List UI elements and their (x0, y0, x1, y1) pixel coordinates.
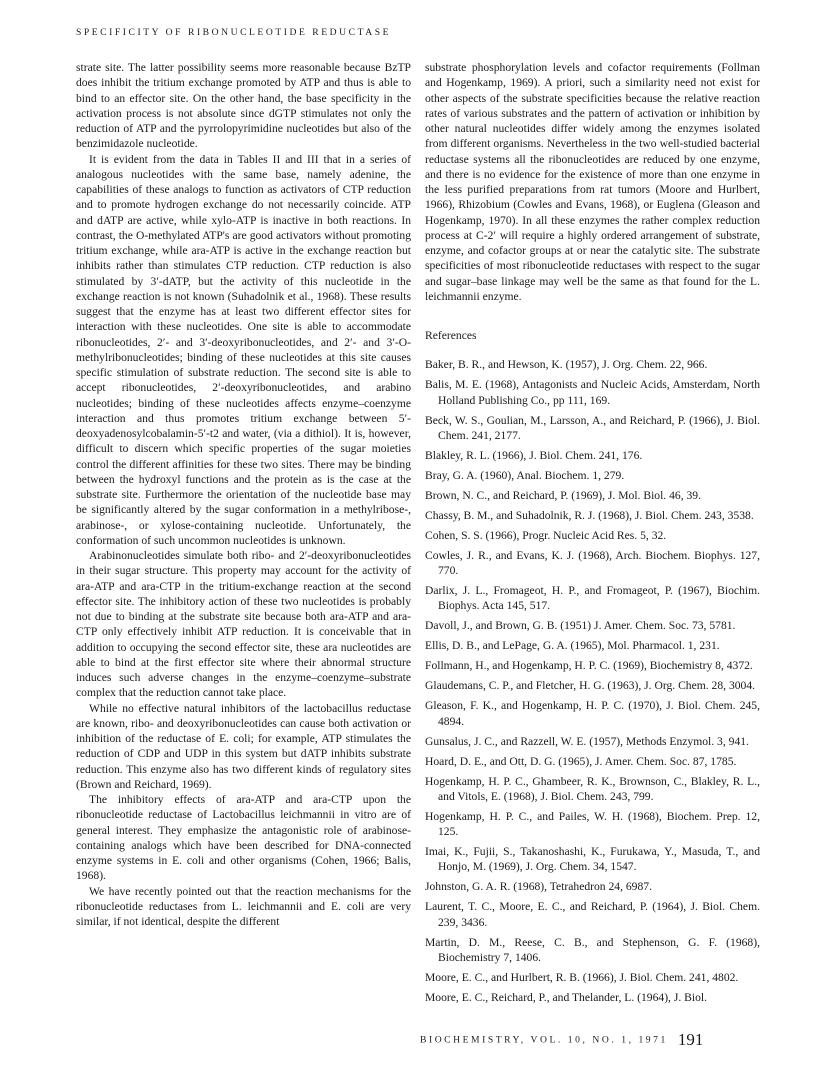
reference-item: Glaudemans, C. P., and Fletcher, H. G. (1963), J. Org. Chem. 28, 3004. (425, 679, 756, 693)
paragraph: strate site. The latter possibility seems more reasonable because BzTP does inhibit the tritium exchange promoted by ATP and thus is able to bind to an effector site. On the other hand, the base specificity in the activation process is not absolute since dGTP stimulates not only the reduction of ATP and the pyrrolopyrimidine nucleotides but also of the benzimidazole nucleotide. (76, 61, 411, 151)
reference-item: Martin, D. M., Reese, C. B., and Stephenson, G. F. (1968), Biochemistry 7, 1406. (425, 935, 760, 964)
reference-item: Davoll, J., and Brown, G. B. (1951) J. Amer. Chem. Soc. 73, 5781. (425, 619, 736, 633)
reference-item: Baker, B. R., and Hewson, K. (1957), J. Org. Chem. 22, 966. (425, 358, 708, 372)
reference-item: Gleason, F. K., and Hogenkamp, H. P. C. (1970), J. Biol. Chem. 245, 4894. (425, 699, 760, 728)
left-column (76, 60, 411, 929)
reference-item: Cohen, S. S. (1966), Progr. Nucleic Acid Res. 5, 32. (425, 528, 667, 542)
reference-item: Gunsalus, J. C., and Razzell, W. E. (1957), Methods Enzymol. 3, 941. (425, 734, 749, 748)
paragraph: Arabinonucleotides simulate both ribo- and 2′-deoxyribonucleotides in their sugar structure. This property may account for the activity of ara-ATP and ara-CTP in the tritium-exchange reaction at the second effector site. The inhibitory action of these two nucleotides is probably not due to binding at the substrate site because both ara-ATP and ara-CTP only effectively inhibit ATP reduction. It is conceivable that in addition to occupying the second effector site, these ara nucleotides are able to bind at the first effector site where their abnormal structure induces such adverse changes in the enzyme–coenzyme–substrate complex that the reduction cannot take place. (76, 549, 411, 700)
page-number: 191 (677, 1030, 704, 1049)
reference-item: Chassy, B. M., and Suhadolnik, R. J. (1968), J. Biol. Chem. 243, 3538. (425, 508, 754, 522)
reference-item: Brown, N. C., and Reichard, P. (1969), J. Mol. Biol. 46, 39. (425, 488, 701, 502)
reference-item: Blakley, R. L. (1966), J. Biol. Chem. 241, 176. (425, 448, 643, 462)
reference-item: Bray, G. A. (1960), Anal. Biochem. 1, 279. (425, 468, 625, 482)
reference-item: Beck, W. S., Goulian, M., Larsson, A., and Reichard, P. (1966), J. Biol. Chem. 241, 2177. (425, 413, 760, 442)
paragraph: We have recently pointed out that the reaction mechanisms for the ribonucleotide reductases from L. leichmannii and E. coli are very similar, if not identical, despite the different (76, 884, 411, 928)
reference-item: Cowles, J. R., and Evans, K. J. (1968), Arch. Biochem. Biophys. 127, 770. (425, 548, 760, 577)
reference-item: Hoard, D. E., and Ott, D. G. (1965), J. Amer. Chem. Soc. 87, 1785. (425, 754, 737, 768)
reference-item: Johnston, G. A. R. (1968), Tetrahedron 24, 6987. (425, 880, 652, 894)
running-head: SPECIFICITY OF RIBONUCLEOTIDE REDUCTASE (76, 27, 391, 38)
paragraph: It is evident from the data in Tables II and III that in a series of analogous nucleotides with the same base, namely adenine, the capabilities of these analogs to function as activators of CTP reduction and to promote hydrogen exchange do not necessarily coincide. ATP and dATP are active, while xylo-ATP is inactive in both reactions. In contrast, the O-methylated ATP's are good activators without promoting tritium exchange, while ara-ATP is active in the exchange reaction but inhibits rather than stimulates CTP reduction. CTP reduction is also stimulated by 3′-dATP, but the activity of this nucleotide in the exchange reaction is not known (Suhadolnik et al., 1968). These results suggest that the enzyme has at least two different effector sites for interaction with these nucleotides. One site is able to accommodate ribonucleotides, 2′- and 3′-deoxyribonucleotides, and 2′- and 3′-O-methylribonucleotides; binding of these nucleotides at this site causes specific stimulation of substrate reduction. The second site is able to accept ribonucleotides, 2′-deoxyribonucleotides, and arabino nucleotides; binding of these nucleotides affects enzyme–coenzyme interaction and thus promotes tritium exchange between 5′-deoxyadenosylcobalamin-5′-t2 and water, (via a dithiol). It is, however, difficult to discern which specific properties of the sugar moieties control the different affinities for these two sites. There may be binding between the hydroxyl functions and the protein as is the case at the substrate site. Furthermore the orientation of the nucleotide base may be significantly altered by the sugar conformation in a methylribose-, arabinose-, or xylose-containing nucleotide. Unfortunately, the conformation of such uncommon nucleotides is unknown. (76, 152, 411, 547)
reference-list (425, 357, 760, 1005)
reference-item: Moore, E. C., Reichard, P., and Thelander, L. (1964), J. Biol. (425, 990, 708, 1004)
reference-item: Balis, M. E. (1968), Antagonists and Nucleic Acids, Amsterdam, North Holland Publishing Co., pp 111, 169. (425, 378, 760, 407)
paragraph: The inhibitory effects of ara-ATP and ara-CTP upon the ribonucleotide reductase of Lactobacillus leichmannii in vitro are of general interest. They emphasize the antagonistic role of arabinose-containing analogs which have been described for DNA-connected enzyme systems in E. coli and other organisms (Cohen, 1966; Balis, 1968). (76, 793, 411, 883)
paragraph: substrate phosphorylation levels and cofactor requirements (Follman and Hogenkamp, 1969). A priori, such a similarity need not exist for other aspects of the substrate specificities because the relative reaction rates of various substrates and the pattern of activation or inhibition by other natural nucleotides differ widely among the enzymes isolated from different organisms. Nevertheless in the two well-studied bacterial reductase systems all the ribonucleotides are reduced by one enzyme, and there is no evidence for the existence of more than one enzyme in the less purified preparations from rat tumors (Moore and Hurlbert, 1966), Rhizobium (Cowles and Evans, 1968), or Euglena (Gleason and Hogenkamp, 1970). In all these enzymes the rather complex reduction process at C-2′ will require a highly ordered arrangement of substrate, enzyme, and cofactor groups at or near the catalytic site. The substrate specificities of most ribonucleotide reductases with respect to the sugar and sugar–base linkage may well be the same as that found for the L. leichmannii enzyme. (425, 61, 760, 303)
reference-item: Darlix, J. L., Fromageot, H. P., and Fromageot, P. (1967), Biochim. Biophys. Acta 145, 517. (425, 584, 760, 613)
paragraph: While no effective natural inhibitors of the lactobacillus reductase are known, ribo- and deoxyribonucleotides can cause both activation or inhibition of the reductase of E. coli; for example, ATP stimulates the reduction of CDP and UDP in this system but dATP inhibits substrate reduction. This enzyme also has two different kinds of regulatory sites (Brown and Reichard, 1969). (76, 701, 411, 791)
reference-item: Laurent, T. C., Moore, E. C., and Reichard, P. (1964), J. Biol. Chem. 239, 3436. (425, 900, 760, 929)
reference-item: Hogenkamp, H. P. C., Ghambeer, R. K., Brownson, C., Blakley, R. L., and Vitols, E. (1968), J. Biol. Chem. 243, 799. (425, 774, 760, 803)
references-heading: References (425, 329, 477, 342)
reference-item: Ellis, D. B., and LePage, G. A. (1965), Mol. Pharmacol. 1, 231. (425, 639, 720, 653)
reference-item: Follmann, H., and Hogenkamp, H. P. C. (1969), Biochemistry 8, 4372. (425, 659, 753, 673)
reference-item: Hogenkamp, H. P. C., and Pailes, W. H. (1968), Biochem. Prep. 12, 125. (425, 809, 760, 838)
right-column (425, 60, 760, 1010)
page-footer (420, 1030, 765, 1050)
reference-item: Moore, E. C., and Hurlbert, R. B. (1966), J. Biol. Chem. 241, 4802. (425, 970, 739, 984)
reference-item: Imai, K., Fujii, S., Takanoshashi, K., Furukawa, Y., Masuda, T., and Honjo, M. (1969), J. Org. Chem. 34, 1547. (425, 845, 760, 874)
journal-citation: BIOCHEMISTRY, VOL. 10, NO. 1, 1971 (420, 1034, 668, 1046)
